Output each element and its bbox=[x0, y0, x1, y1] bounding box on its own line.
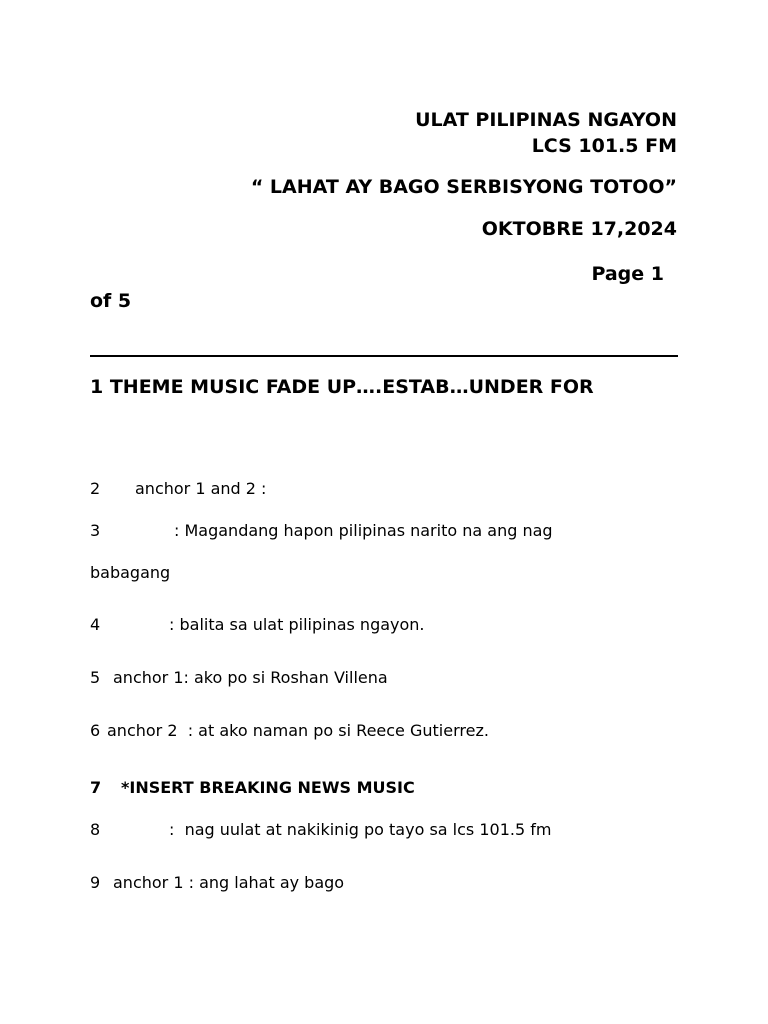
program-title: ULAT PILIPINAS NGAYON bbox=[415, 109, 677, 131]
page-total: of 5 bbox=[90, 290, 132, 312]
script-line-text: anchor 2 : at ako naman po si Reece Gutierrez. bbox=[107, 721, 489, 740]
script-line-number: 7 bbox=[90, 778, 102, 797]
script-line-number: 5 bbox=[90, 668, 101, 687]
script-line-continuation: babagang bbox=[90, 563, 171, 582]
script-line-number: 9 bbox=[90, 873, 101, 892]
script-line-number: 3 bbox=[90, 521, 101, 540]
page-number: Page 1 bbox=[591, 263, 664, 285]
station-name: LCS 101.5 FM bbox=[531, 135, 677, 157]
script-line-text: anchor 1: ako po si Roshan Villena bbox=[113, 668, 388, 687]
script-line-number: 4 bbox=[90, 615, 101, 634]
script-line-text: : nag uulat at nakikinig po tayo sa lcs 101.5 fm bbox=[169, 820, 552, 839]
section-title: 1 THEME MUSIC FADE UP….ESTAB…UNDER FOR bbox=[90, 376, 594, 398]
script-line-number: 8 bbox=[90, 820, 101, 839]
script-line-text: *INSERT BREAKING NEWS MUSIC bbox=[121, 778, 415, 797]
broadcast-date: OKTOBRE 17,2024 bbox=[481, 218, 677, 240]
script-line-number: 6 bbox=[90, 721, 101, 740]
script-line-text: : balita sa ulat pilipinas ngayon. bbox=[169, 615, 425, 634]
script-line-text: anchor 1 and 2 : bbox=[135, 479, 267, 498]
tagline: “ LAHAT AY BAGO SERBISYONG TOTOO” bbox=[250, 176, 677, 198]
header-divider bbox=[90, 355, 678, 357]
script-line-text: anchor 1 : ang lahat ay bago bbox=[113, 873, 345, 892]
script-line-number: 2 bbox=[90, 479, 101, 498]
script-line-text: : Magandang hapon pilipinas narito na ang nag bbox=[174, 521, 553, 540]
